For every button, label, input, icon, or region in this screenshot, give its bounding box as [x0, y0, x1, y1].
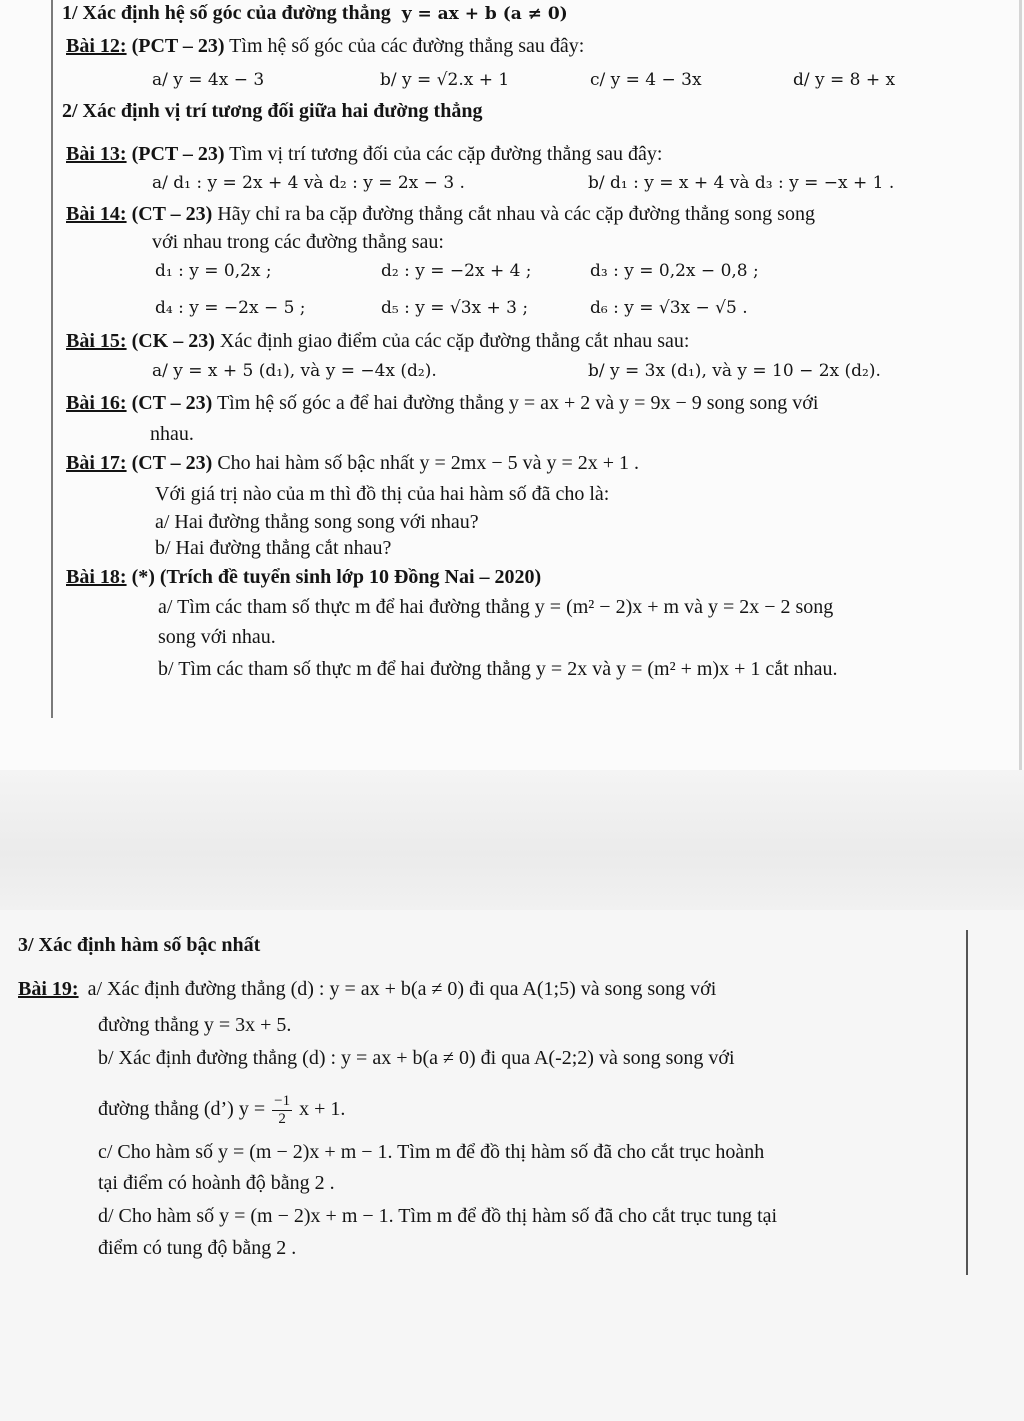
ex19-item-d: d/ Cho hàm số y = (m − 2)x + m − 1. Tìm m để đồ thị hàm số đã cho cắt trục tung tại [98, 1205, 778, 1227]
section-2-title: 2/ Xác định vị trí tương đối giữa hai đường thẳng [62, 100, 483, 122]
ex17-item-b: b/ Hai đường thẳng cắt nhau? [155, 537, 392, 559]
ex19-b-prefix: đường thẳng (d’) y = [98, 1098, 266, 1121]
exercise-17 [66, 450, 639, 476]
exercise-label: Bài 19: [18, 978, 79, 1000]
ex19-item-a: a/ Xác định đường thẳng (d) : y = ax + b(a ≠ 0) đi qua A(1;5) và song song với [87, 978, 717, 1000]
ex12-item-a: a/ y = 4x − 3 [152, 70, 265, 90]
exercise-label: Bài 18: [66, 566, 127, 588]
exercise-18 [66, 564, 541, 590]
exercise-13 [66, 141, 662, 167]
fraction [272, 1093, 292, 1128]
ex19-item-c-cont: tại điểm có hoành độ bằng 2 . [98, 1172, 335, 1194]
ex15-item-a: a/ y = x + 5 (d₁), và y = −4x (d₂). [152, 361, 437, 381]
exercise-text: Cho hai hàm số bậc nhất y = 2mx − 5 và y = 2x + 1 . [217, 452, 640, 474]
ex14-line-d2: d₂ : y = −2x + 4 ; [381, 261, 532, 281]
page-left-border [51, 0, 53, 718]
ex13-item-a: a/ d₁ : y = 2x + 4 và d₂ : y = 2x − 3 . [152, 173, 465, 193]
ex19-b-suffix: x + 1. [299, 1098, 346, 1121]
exercise-source: (CT – 23) [131, 452, 213, 474]
fraction-denominator: 2 [278, 1111, 286, 1127]
ex19-item-b: b/ Xác định đường thẳng (d) : y = ax + b(a ≠ 0) đi qua A(-2;2) và song song với [98, 1047, 735, 1069]
page-right-border [1019, 0, 1022, 770]
ex16-text-2: nhau. [150, 423, 194, 445]
ex19-item-c: c/ Cho hàm số y = (m − 2)x + m − 1. Tìm m để đồ thị hàm số đã cho cắt trục hoành [98, 1141, 765, 1163]
exercise-source: (CT – 23) [131, 392, 213, 414]
exercise-text: Xác định giao điểm của các cặp đường thẳng cắt nhau sau: [219, 330, 690, 352]
exercise-text: Tìm hệ số góc a để hai đường thẳng y = ax + 2 và y = 9x − 9 song song với [216, 392, 819, 414]
ex15-item-b: b/ y = 3x (d₁), và y = 10 − 2x (d₂). [588, 361, 881, 381]
exercise-source: (CK – 23) [131, 330, 215, 352]
ex18-item-b: b/ Tìm các tham số thực m để hai đường thẳng y = 2x và y = (m² + m)x + 1 cắt nhau. [158, 658, 838, 680]
section-3-title: 3/ Xác định hàm số bậc nhất [18, 934, 261, 956]
exercise-12 [66, 33, 584, 59]
ex18-item-a: a/ Tìm các tham số thực m để hai đường thẳng y = (m² − 2)x + m và y = 2x − 2 song [158, 596, 834, 618]
ex17-item-a: a/ Hai đường thẳng song song với nhau? [155, 511, 479, 533]
exercise-14 [66, 201, 815, 227]
ex14-text-2: với nhau trong các đường thẳng sau: [152, 231, 444, 253]
exercise-15 [66, 328, 689, 354]
ex12-item-d: d/ y = 8 + x [793, 70, 896, 90]
ex19-item-a-cont: đường thẳng y = 3x + 5. [98, 1014, 292, 1036]
ex18-item-a-cont: song với nhau. [158, 626, 276, 648]
exercise-source: (CT – 23) [131, 203, 213, 225]
ex14-line-d1: d₁ : y = 0,2x ; [155, 261, 272, 281]
exercise-text: Tìm hệ số góc của các đường thẳng sau đây: [229, 35, 585, 57]
ex12-item-b: b/ y = √2.x + 1 [380, 70, 510, 90]
exercise-text: Hãy chỉ ra ba cặp đường thẳng cắt nhau và các cặp đường thẳng song song [217, 203, 815, 225]
section-1-heading [62, 0, 568, 27]
ex14-line-d6: d₆ : y = √3x − √5 . [590, 298, 748, 318]
ex14-line-d5: d₅ : y = √3x + 3 ; [381, 298, 529, 318]
exercise-text: Tìm vị trí tương đối của các cặp đường thẳng sau đây: [229, 143, 663, 165]
exercise-label: Bài 17: [66, 452, 127, 474]
fraction-numerator: −1 [274, 1093, 291, 1109]
ex19-item-d-cont: điểm có tung độ bằng 2 . [98, 1237, 297, 1259]
exercise-label: Bài 13: [66, 143, 127, 165]
ex19-item-b-cont [98, 1093, 345, 1128]
exercise-19 [18, 976, 716, 1002]
ex17-text-2: Với giá trị nào của m thì đồ thị của hai hàm số đã cho là: [155, 483, 610, 505]
exercise-label: Bài 12: [66, 35, 127, 57]
exercise-source: (PCT – 23) [131, 35, 225, 57]
exercise-16 [66, 390, 818, 416]
ex14-line-d3: d₃ : y = 0,2x − 0,8 ; [590, 261, 759, 281]
page-2-right-border [966, 930, 968, 1275]
ex12-item-c: c/ y = 4 − 3x [590, 70, 702, 90]
exercise-source: (PCT – 23) [131, 143, 225, 165]
ex13-item-b: b/ d₁ : y = x + 4 và d₃ : y = −x + 1 . [588, 173, 895, 193]
section-1-title: 1/ Xác định hệ số góc của đường thẳng [62, 2, 391, 24]
exercise-label: Bài 14: [66, 203, 127, 225]
page-gap [0, 770, 1024, 910]
exercise-label: Bài 16: [66, 392, 127, 414]
exercise-label: Bài 15: [66, 330, 127, 352]
exercise-source: (*) (Trích đề tuyển sinh lớp 10 Đồng Nai – 2020) [131, 566, 542, 588]
section-1-equation: y = ax + b (a ≠ 0) [401, 4, 568, 24]
ex14-line-d4: d₄ : y = −2x − 5 ; [155, 298, 306, 318]
